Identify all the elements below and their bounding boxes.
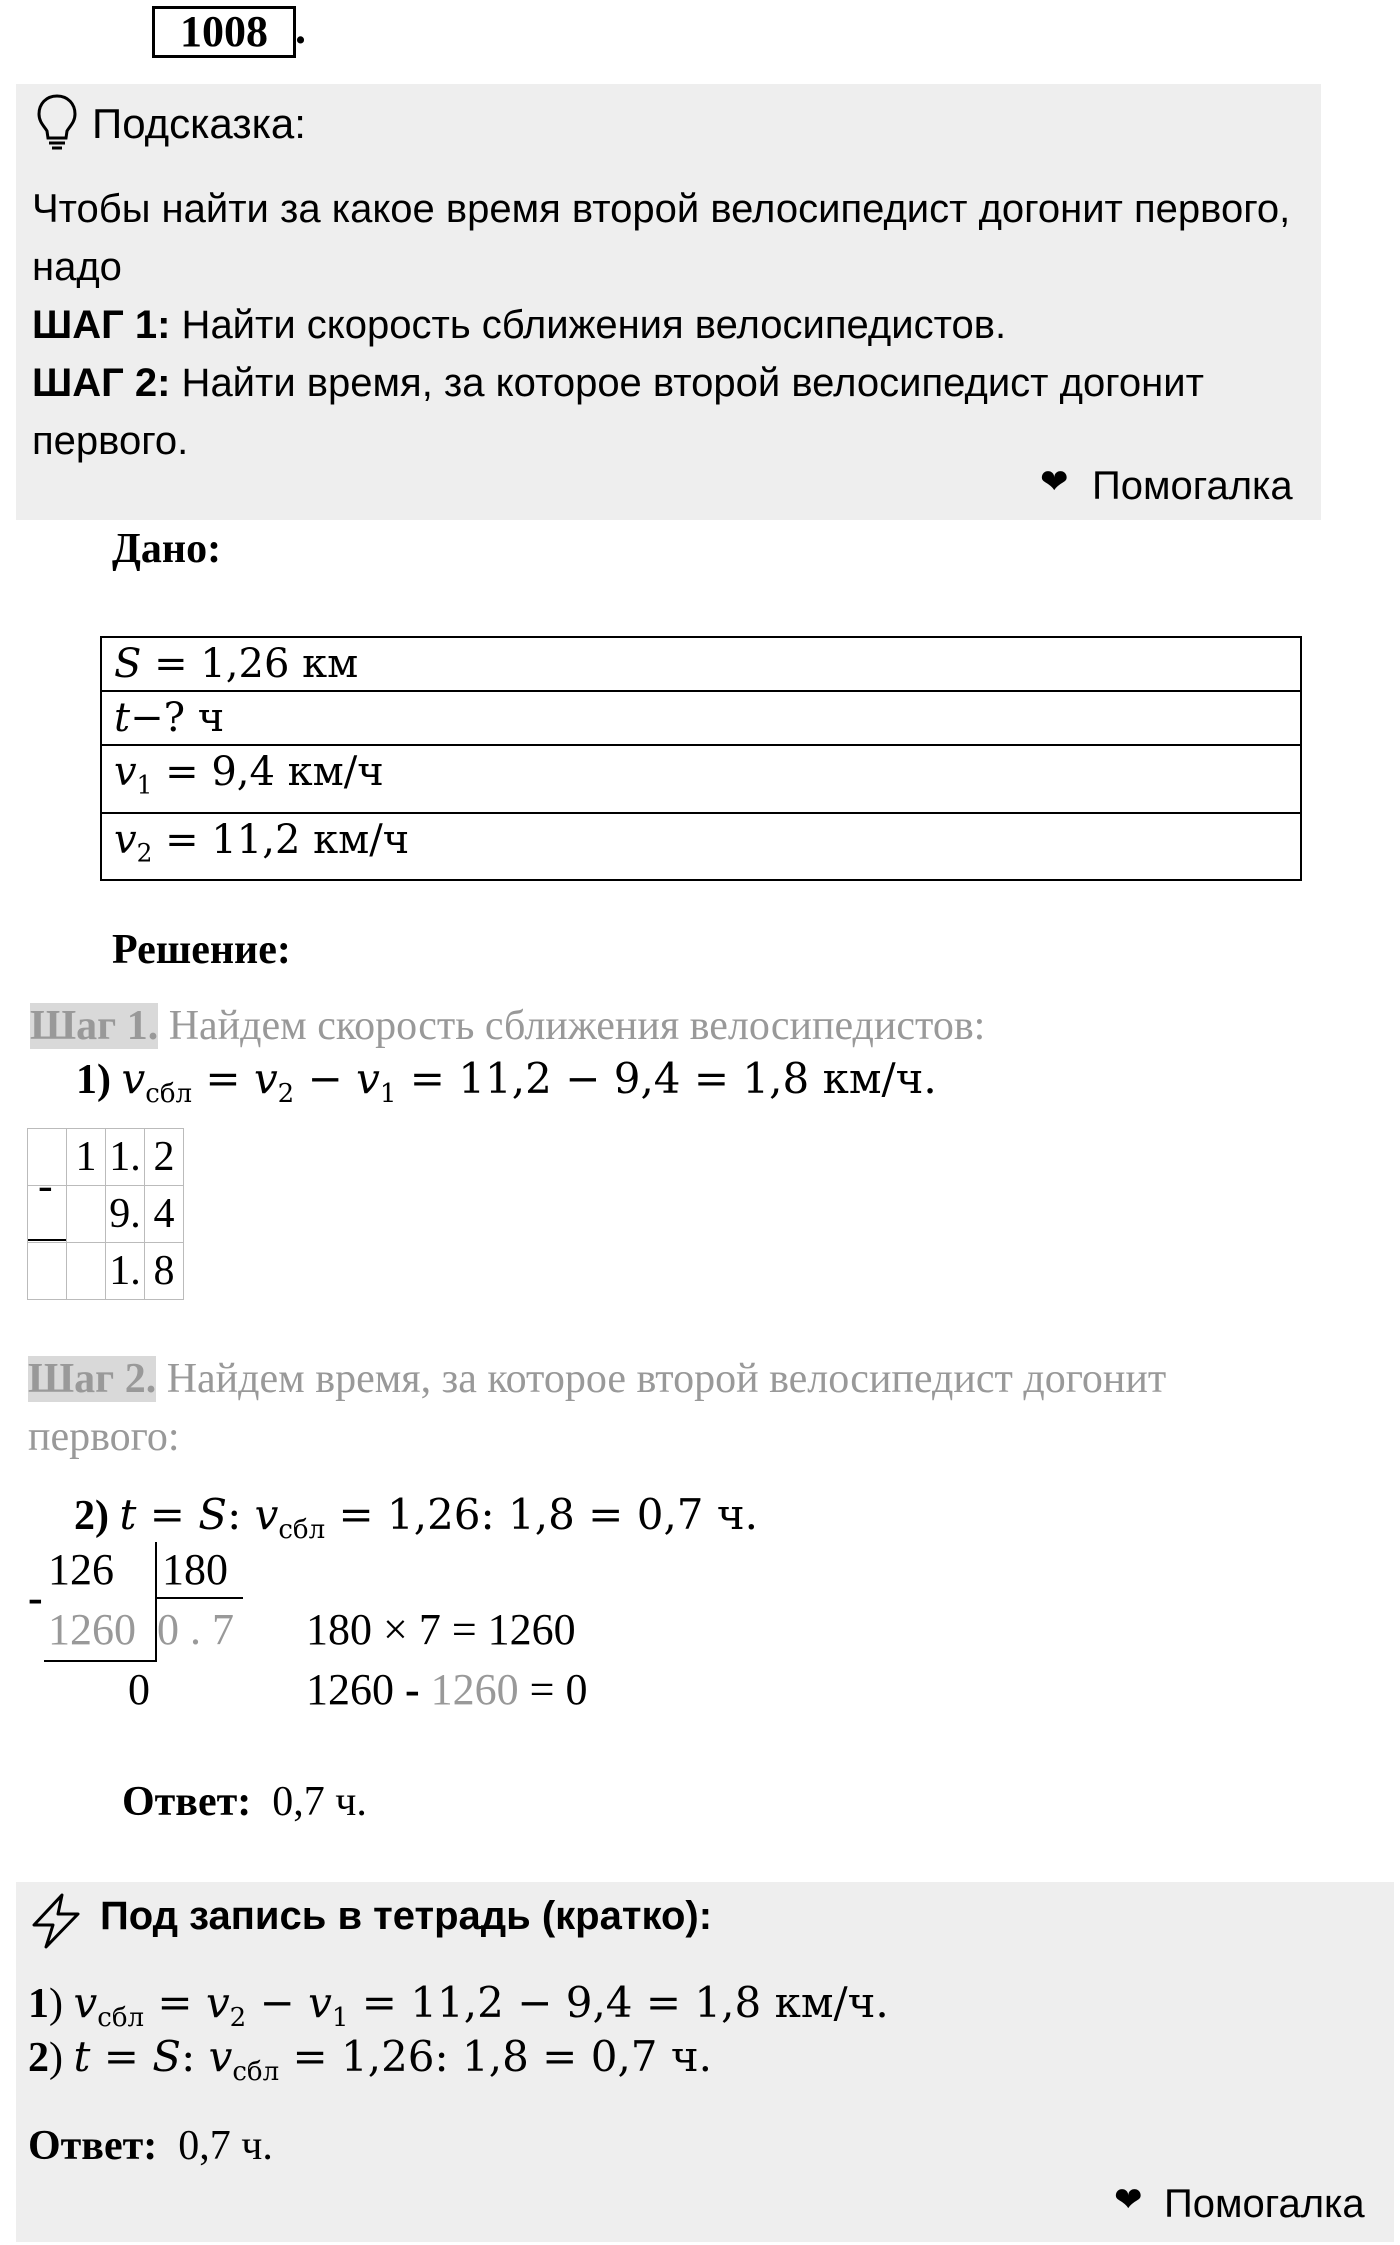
subtraction-row xyxy=(28,1186,184,1243)
given-cell xyxy=(101,637,1301,691)
answer xyxy=(122,1778,367,1826)
given-cell xyxy=(101,691,1301,745)
given-cell xyxy=(101,813,1301,881)
colon: : xyxy=(227,1490,255,1539)
step-2-label: Шаг 2. xyxy=(28,1356,157,1402)
grid-cell: 1 xyxy=(67,1129,106,1186)
notes-panel xyxy=(16,1882,1394,2242)
given-row xyxy=(101,637,1301,691)
given-value: = 1,26 км xyxy=(141,641,359,687)
v-symbol: v xyxy=(254,1490,279,1539)
subtraction-sign: - xyxy=(38,1161,53,1210)
quotient: 0 . 7 xyxy=(157,1605,234,1654)
hint-title: Подсказка: xyxy=(92,100,306,147)
s-symbol: S xyxy=(198,1490,228,1539)
hint-step-2 xyxy=(32,354,1302,470)
v-symbol: v xyxy=(205,1978,230,2027)
given-table xyxy=(100,636,1302,881)
hint-step-2-label: ШАГ 2: xyxy=(32,361,171,405)
v-subscript: 2 xyxy=(229,2003,247,2034)
v-subscript: сбл xyxy=(232,2057,280,2088)
s-symbol: S xyxy=(152,2032,182,2081)
notes-line-2 xyxy=(28,2032,712,2087)
formula-1-number: 1) xyxy=(76,1057,111,1103)
hint-step-1-text: Найти скорость сближения велосипедистов. xyxy=(170,303,1007,347)
v-subscript: 2 xyxy=(277,1079,295,1110)
given-label: Дано: xyxy=(112,526,222,572)
step-2-text: Найдем время, за которое второй велосипедист догонит первого: xyxy=(28,1356,1167,1460)
grid-cell: 2 xyxy=(145,1129,184,1186)
v-symbol: v xyxy=(121,1054,146,1103)
hint-step-1 xyxy=(32,296,1302,354)
given-row xyxy=(101,691,1301,745)
check-2-b: 1260 xyxy=(430,1665,519,1714)
v-symbol: v xyxy=(208,2032,233,2081)
grid-cell xyxy=(67,1186,106,1243)
equals: = xyxy=(192,1054,254,1103)
minus: − xyxy=(294,1054,357,1103)
grid-cell xyxy=(28,1243,67,1300)
given-sub: 1 xyxy=(136,770,153,800)
heart-icon: ❤ xyxy=(1114,2181,1143,2219)
notes-line-2-number: 2 xyxy=(28,2035,49,2081)
solution-label: Решение: xyxy=(112,927,291,973)
check-2 xyxy=(306,1664,587,1715)
grid-cell xyxy=(67,1243,106,1300)
paren: ) xyxy=(49,2035,63,2081)
t-symbol: t xyxy=(119,1490,137,1539)
grid-cell: 1. xyxy=(106,1243,145,1300)
step-1-heading xyxy=(30,1002,985,1050)
notes-answer-value: 0,7 ч. xyxy=(178,2123,273,2169)
heart-icon: ❤ xyxy=(1040,463,1069,501)
v-symbol: v xyxy=(253,1054,278,1103)
hint-footer-link[interactable]: Помогалка xyxy=(1092,464,1293,508)
given-row xyxy=(101,813,1301,881)
colon: : xyxy=(181,2032,209,2081)
given-var: v xyxy=(114,816,137,863)
minus: − xyxy=(246,1978,309,2027)
check-2-minus: - xyxy=(394,1665,431,1714)
notes-answer-label: Ответ: xyxy=(28,2123,158,2169)
given-value: −? ч xyxy=(130,695,225,741)
remainder: 0 xyxy=(128,1665,150,1714)
paren: ) xyxy=(49,1981,63,2027)
v-symbol: v xyxy=(356,1054,380,1103)
v-symbol: v xyxy=(73,1978,98,2027)
lightning-icon xyxy=(28,1892,84,1955)
formula-2-tail: = 1,26: 1,8 = 0,7 ч. xyxy=(325,1490,758,1539)
task-number: 1008 xyxy=(152,6,296,58)
division-minus: - xyxy=(28,1573,43,1622)
notes-footer-link[interactable]: Помогалка xyxy=(1164,2182,1365,2226)
check-2-a: 1260 xyxy=(306,1665,394,1714)
notes-line-1 xyxy=(28,1978,889,2033)
division-bar-horizontal xyxy=(155,1597,243,1599)
notes-answer xyxy=(28,2122,273,2170)
subtraction-row xyxy=(28,1129,184,1186)
formula-2-number: 2) xyxy=(74,1493,109,1539)
answer-value: 0,7 ч. xyxy=(272,1779,367,1825)
grid-cell xyxy=(28,1129,67,1186)
subtraction-grid xyxy=(27,1128,184,1300)
equals: = xyxy=(136,1490,199,1539)
given-cell xyxy=(101,745,1301,813)
step-1-label: Шаг 1. xyxy=(30,1003,159,1049)
v-subscript: сбл xyxy=(278,1515,326,1546)
task-number-dot: . xyxy=(295,4,306,53)
grid-cell: 8 xyxy=(145,1243,184,1300)
given-row xyxy=(101,745,1301,813)
formula-1-tail: = 11,2 − 9,4 = 1,8 км/ч. xyxy=(396,1054,937,1103)
v-subscript: сбл xyxy=(97,2003,145,2034)
hint-intro: Чтобы найти за какое время второй велосипедист догонит первого, надо xyxy=(32,187,1291,289)
notes-line-1-tail: = 11,2 − 9,4 = 1,8 км/ч. xyxy=(348,1978,889,2027)
given-sub: 2 xyxy=(136,838,153,868)
equals: = xyxy=(144,1978,206,2027)
given-value: = 11,2 км/ч xyxy=(152,816,410,863)
formula-1 xyxy=(76,1054,937,1109)
step-2-heading xyxy=(28,1350,1328,1466)
v-subscript: сбл xyxy=(145,1079,193,1110)
dividend: 126 xyxy=(48,1545,114,1594)
given-var: S xyxy=(114,641,142,687)
hint-step-2-text: Найти время, за которое второй велосипедист догонит первого. xyxy=(32,361,1204,463)
grid-cell: 1. xyxy=(106,1129,145,1186)
check-2-c: = 0 xyxy=(518,1665,588,1714)
v-subscript: 1 xyxy=(379,1079,397,1110)
given-var: t xyxy=(114,695,131,741)
notes-line-1-number: 1 xyxy=(28,1981,49,2027)
lightbulb-icon xyxy=(34,92,80,157)
subtraction-row xyxy=(28,1243,184,1300)
hint-step-1-label: ШАГ 1: xyxy=(32,303,171,347)
divisor: 180 xyxy=(162,1545,228,1594)
equals: = xyxy=(90,2032,153,2081)
check-1: 180 × 7 = 1260 xyxy=(306,1605,576,1654)
hint-panel xyxy=(16,84,1321,520)
step-1-text: Найдем скорость сближения велосипедистов: xyxy=(158,1003,986,1049)
grid-cell: 9. xyxy=(106,1186,145,1243)
answer-label: Ответ: xyxy=(122,1779,252,1825)
v-subscript: 1 xyxy=(331,2003,349,2034)
notes-line-2-tail: = 1,26: 1,8 = 0,7 ч. xyxy=(279,2032,712,2081)
notes-title: Под запись в тетрадь (кратко): xyxy=(100,1894,713,1938)
hint-text xyxy=(32,180,1302,470)
t-symbol: t xyxy=(73,2032,91,2081)
given-var: v xyxy=(114,749,137,795)
grid-cell xyxy=(28,1186,67,1243)
division-underline xyxy=(44,1660,156,1662)
grid-cell: 4 xyxy=(145,1186,184,1243)
v-symbol: v xyxy=(308,1978,332,2027)
formula-2 xyxy=(74,1490,758,1545)
given-value: = 9,4 км/ч xyxy=(152,749,384,795)
subtrahend: 1260 xyxy=(48,1605,136,1654)
